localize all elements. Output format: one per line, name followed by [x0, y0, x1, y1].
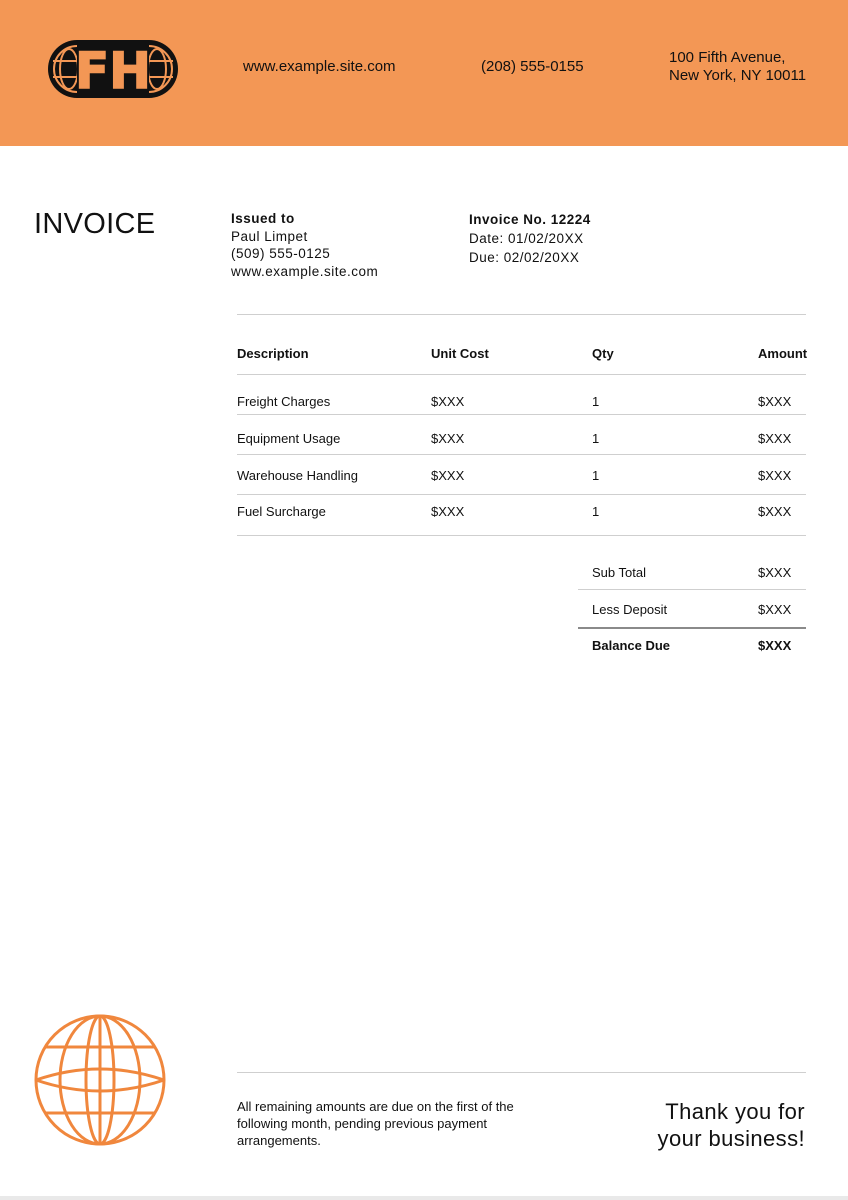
logo-text: FH — [74, 42, 152, 99]
cell-amount: $XXX — [758, 468, 792, 483]
cell-qty: 1 — [592, 468, 600, 483]
cell-qty: 1 — [592, 394, 600, 409]
divider — [237, 454, 806, 455]
payment-note: All remaining amounts are due on the first of the following month, pending previous payment arrangements. — [237, 1099, 514, 1148]
page-title: INVOICE — [34, 208, 156, 240]
divider — [237, 1072, 806, 1073]
col-header-unit-cost: Unit Cost — [431, 346, 489, 361]
col-header-description: Description — [237, 346, 309, 361]
client-website: www.example.site.com — [231, 263, 379, 279]
divider — [237, 374, 806, 375]
globe-icon — [33, 1013, 167, 1147]
address-line-2: New York, NY 10011 — [669, 67, 807, 84]
col-header-amount: Amount — [758, 346, 808, 361]
cell-description: Freight Charges — [237, 394, 331, 409]
balance-due-label: Balance Due — [592, 638, 671, 653]
balance-due-value: $XXX — [758, 638, 792, 653]
cell-description: Fuel Surcharge — [237, 504, 326, 519]
cell-amount: $XXX — [758, 504, 792, 519]
cell-qty: 1 — [592, 504, 600, 519]
thank-you-message — [658, 1098, 805, 1152]
col-header-qty: Qty — [592, 346, 614, 361]
issued-to-label: Issued to — [231, 211, 295, 226]
cell-unit-cost: $XXX — [431, 468, 465, 483]
address-line-1: 100 Fifth Avenue, — [669, 49, 786, 66]
divider — [237, 535, 806, 536]
deposit-label: Less Deposit — [592, 602, 668, 617]
divider — [578, 589, 806, 590]
cell-amount: $XXX — [758, 431, 792, 446]
divider — [237, 314, 806, 315]
cell-unit-cost: $XXX — [431, 431, 465, 446]
invoice-info-block — [469, 210, 591, 267]
cell-description: Warehouse Handling — [237, 468, 358, 483]
divider — [237, 414, 806, 415]
page-bottom-edge — [0, 1196, 848, 1200]
header-website[interactable]: www.example.site.com — [243, 58, 396, 75]
thanks-line-2: your business! — [657, 1126, 805, 1151]
client-phone: (509) 555-0125 — [231, 246, 331, 261]
cell-unit-cost: $XXX — [431, 394, 465, 409]
header-address — [669, 49, 806, 85]
divider — [578, 627, 806, 629]
company-logo-icon — [47, 39, 179, 99]
invoice-due: Due: 02/02/20XX — [469, 250, 580, 265]
cell-amount: $XXX — [758, 394, 792, 409]
thanks-line-1: Thank you for — [665, 1099, 805, 1124]
cell-qty: 1 — [592, 431, 600, 446]
subtotal-label: Sub Total — [592, 565, 646, 580]
header-phone[interactable]: (208) 555-0155 — [481, 58, 584, 75]
divider — [237, 494, 806, 495]
header-band — [0, 0, 848, 146]
invoice-number: Invoice No. 12224 — [469, 212, 591, 227]
subtotal-value: $XXX — [758, 565, 792, 580]
deposit-value: $XXX — [758, 602, 792, 617]
invoice-date: Date: 01/02/20XX — [469, 231, 584, 246]
cell-unit-cost: $XXX — [431, 504, 465, 519]
client-name: Paul Limpet — [231, 228, 308, 244]
issued-to-block — [231, 210, 378, 280]
cell-description: Equipment Usage — [237, 431, 341, 446]
